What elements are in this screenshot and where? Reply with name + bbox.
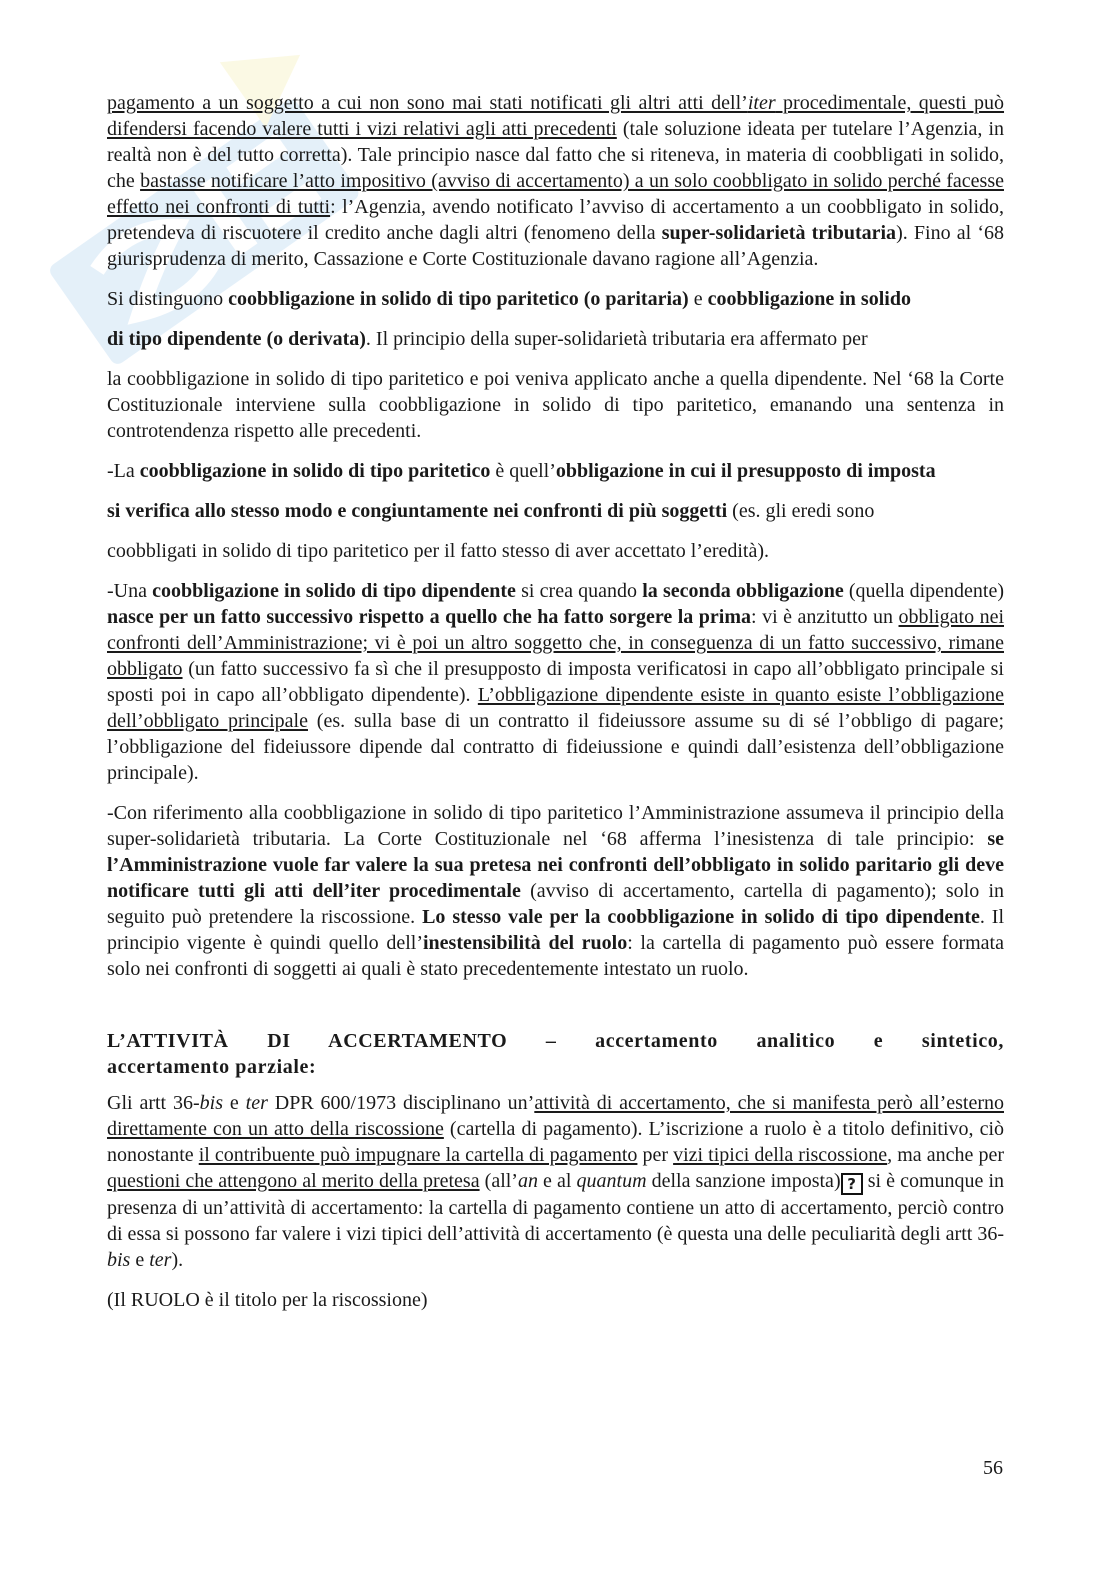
italic-text: iter bbox=[747, 92, 776, 114]
document-page bbox=[107, 90, 1004, 1327]
text: (quella dipendente) bbox=[843, 580, 1005, 602]
bold-text: se l’Amministrazione vuole far valere la sua pretesa nei confronti dell’obbligato in solido paritario gli deve notificare tutti gli atti dell’iter procedimentale bbox=[107, 828, 1004, 902]
paragraph bbox=[107, 90, 1004, 272]
underlined-text: procedimentale, questi può difendersi facendo valere tutti i vizi relativi agli atti precedenti bbox=[107, 92, 1005, 140]
italic-text: bis bbox=[107, 1249, 131, 1271]
bold-text: inestensibilità del ruolo bbox=[423, 932, 628, 954]
text: (tale soluzione ideata per tutelare l’Agenzia, in realtà non è del tutto corretta). Tale principio nasce dal fatto che si riteneva, in materia di coobbligati in solido, che bbox=[107, 118, 1004, 192]
paragraph bbox=[107, 1090, 1004, 1273]
text: (all’ bbox=[479, 1170, 518, 1192]
page-number: 56 bbox=[983, 1457, 1003, 1479]
text: , ma anche per bbox=[887, 1144, 1004, 1166]
text: della sanzione imposta) bbox=[646, 1170, 841, 1192]
paragraph bbox=[107, 538, 1004, 564]
heading-line-2: accertamento parziale: bbox=[107, 1056, 317, 1078]
text: : l’Agenzia, avendo notificato l’avviso di accertamento a un coobbligato in solido, pretendeva di riscuotere il credito anche dagli altri (fenomeno della bbox=[107, 196, 1004, 244]
text: : vi è anzitutto un bbox=[751, 606, 899, 628]
text: Gli artt 36- bbox=[107, 1092, 200, 1114]
paragraph bbox=[107, 458, 1004, 484]
underlined-text: pagamento a un soggetto a cui non sono mai stati notificati gli altri atti dell’ bbox=[107, 92, 748, 114]
paragraph bbox=[107, 1287, 1004, 1313]
section-heading bbox=[107, 1028, 1004, 1080]
text: DPR 600/1973 disciplinano un’ bbox=[267, 1092, 535, 1114]
text: e bbox=[688, 288, 708, 310]
bold-text: di tipo dipendente (o derivata) bbox=[107, 328, 366, 350]
bold-text: super-solidarietà tributaria bbox=[661, 222, 897, 244]
text: (avviso di accertamento, cartella di pagamento); solo in seguito può pretendere la riscossione. bbox=[107, 880, 1005, 928]
text: : la cartella di pagamento può essere formata solo nei confronti di soggetti ai quali è stato precedentemente intestato un ruolo. bbox=[107, 932, 1004, 980]
text: per bbox=[637, 1144, 674, 1166]
text: si è comunque in presenza di un’attività di accertamento: la cartella di pagamento contiene un atto di accertamento, perciò contro di essa si possono far valere i vizi tipici dell’attività di accertamento (è questa una delle peculiarità degli artt 36- bbox=[107, 1170, 1005, 1245]
text: ). bbox=[171, 1249, 184, 1271]
text: (cartella di pagamento). L’iscrizione a ruolo è a titolo definitivo, ciò nonostante bbox=[107, 1118, 1005, 1166]
underlined-text: questioni che attengono al merito della pretesa bbox=[107, 1170, 480, 1192]
bold-text: si verifica allo stesso modo e congiuntamente nei confronti di più soggetti bbox=[107, 500, 728, 522]
underlined-text: attività di accertamento, che si manifesta però all’esterno direttamente con un atto della riscossione bbox=[107, 1092, 1004, 1140]
paragraph bbox=[107, 498, 1004, 524]
italic-text: ter bbox=[149, 1249, 172, 1271]
text: -La bbox=[107, 460, 140, 482]
text: -Una bbox=[107, 580, 153, 602]
question-mark-icon: ? bbox=[841, 1173, 863, 1195]
bold-text: la seconda obbligazione bbox=[642, 580, 844, 602]
text: coobbligati in solido di tipo paritetico per il fatto stesso di aver accettato l’eredità). bbox=[107, 540, 770, 562]
underlined-text: bastasse notificare l’atto impositivo (avviso di accertamento) a un solo coobbligato in solido perché facesse effetto nei confronti di tutti bbox=[107, 170, 1004, 218]
italic-text: quantum bbox=[576, 1170, 647, 1192]
paragraph bbox=[107, 578, 1004, 786]
text: (Il RUOLO è il titolo per la riscossione) bbox=[107, 1289, 428, 1311]
bold-text: Lo stesso vale per la coobbligazione in solido di tipo dipendente bbox=[422, 906, 980, 928]
bold-text: obbligazione in cui il presupposto di imposta bbox=[555, 460, 936, 482]
text: Si distinguono bbox=[107, 288, 229, 310]
text: . Il principio vigente è quindi quello dell’ bbox=[107, 906, 1005, 954]
text: si crea quando bbox=[515, 580, 643, 602]
paragraph bbox=[107, 800, 1004, 982]
bold-text: coobbligazione in solido di tipo paritetico (o paritaria) bbox=[228, 288, 689, 310]
italic-text: ter bbox=[245, 1092, 268, 1114]
italic-text: bis bbox=[199, 1092, 223, 1114]
paragraph bbox=[107, 286, 1004, 312]
paragraph bbox=[107, 366, 1004, 444]
bold-text: coobbligazione in solido bbox=[707, 288, 911, 310]
heading-line-1: L’ATTIVITÀ DI ACCERTAMENTO – accertamento analitico e sintetico, bbox=[107, 1030, 1004, 1052]
text: è quell’ bbox=[490, 460, 556, 482]
text: ). Fino al ‘68 giurisprudenza di merito, Cassazione e Corte Costituzionale davano ragione all’Agenzia. bbox=[107, 222, 1004, 270]
bold-text: nasce per un fatto successivo rispetto a quello che ha fatto sorgere la prima bbox=[107, 606, 752, 628]
text: la coobbligazione in solido di tipo paritetico e poi veniva applicato anche a quella dipendente. Nel ‘68 la Corte Costituzionale interviene sulla coobbligazione in solido di tipo paritetico, emanando una sentenza in controtendenza rispetto alle precedenti. bbox=[107, 368, 1004, 442]
underlined-text: vizi tipici della riscossione bbox=[673, 1144, 888, 1166]
bold-text: coobbligazione in solido di tipo paritetico bbox=[139, 460, 491, 482]
text: e bbox=[223, 1092, 246, 1114]
text: (es. gli eredi sono bbox=[727, 500, 875, 522]
text: e al bbox=[537, 1170, 577, 1192]
underlined-text: obbligato nei confronti dell’Amministrazione; vi è poi un altro soggetto che, in conseguenza di un fatto successivo, rimane obbligato bbox=[107, 606, 1004, 680]
text: -Con riferimento alla coobbligazione in solido di tipo paritetico l’Amministrazione assumeva il principio della super-solidarietà tributaria. La Corte Costituzionale nel ‘68 afferma l’inesistenza di tale principio: bbox=[107, 802, 1004, 850]
underlined-text: il contribuente può impugnare la cartella di pagamento bbox=[198, 1144, 638, 1166]
text: (es. sulla base di un contratto il fideiussore assume su di sé l’obbligo di pagare; l’obbligazione del fideiussore dipende dal contratto di fideiussione e quindi dall’esistenza dell’obbligazione principale). bbox=[107, 710, 1004, 784]
text: (un fatto successivo fa sì che il presupposto di imposta verificatosi in capo all’obbligato principale si sposti poi in capo all’obbligato dipendente). bbox=[107, 658, 1004, 706]
bold-text: coobbligazione in solido di tipo dipendente bbox=[152, 580, 516, 602]
italic-text: an bbox=[517, 1170, 538, 1192]
text: . Il principio della super-solidarietà tributaria era affermato per bbox=[365, 328, 868, 350]
text: e bbox=[130, 1249, 150, 1271]
underlined-text: L’obbligazione dipendente esiste in quanto esiste l’obbligazione dell’obbligato principale bbox=[107, 684, 1004, 732]
paragraph bbox=[107, 326, 1004, 352]
